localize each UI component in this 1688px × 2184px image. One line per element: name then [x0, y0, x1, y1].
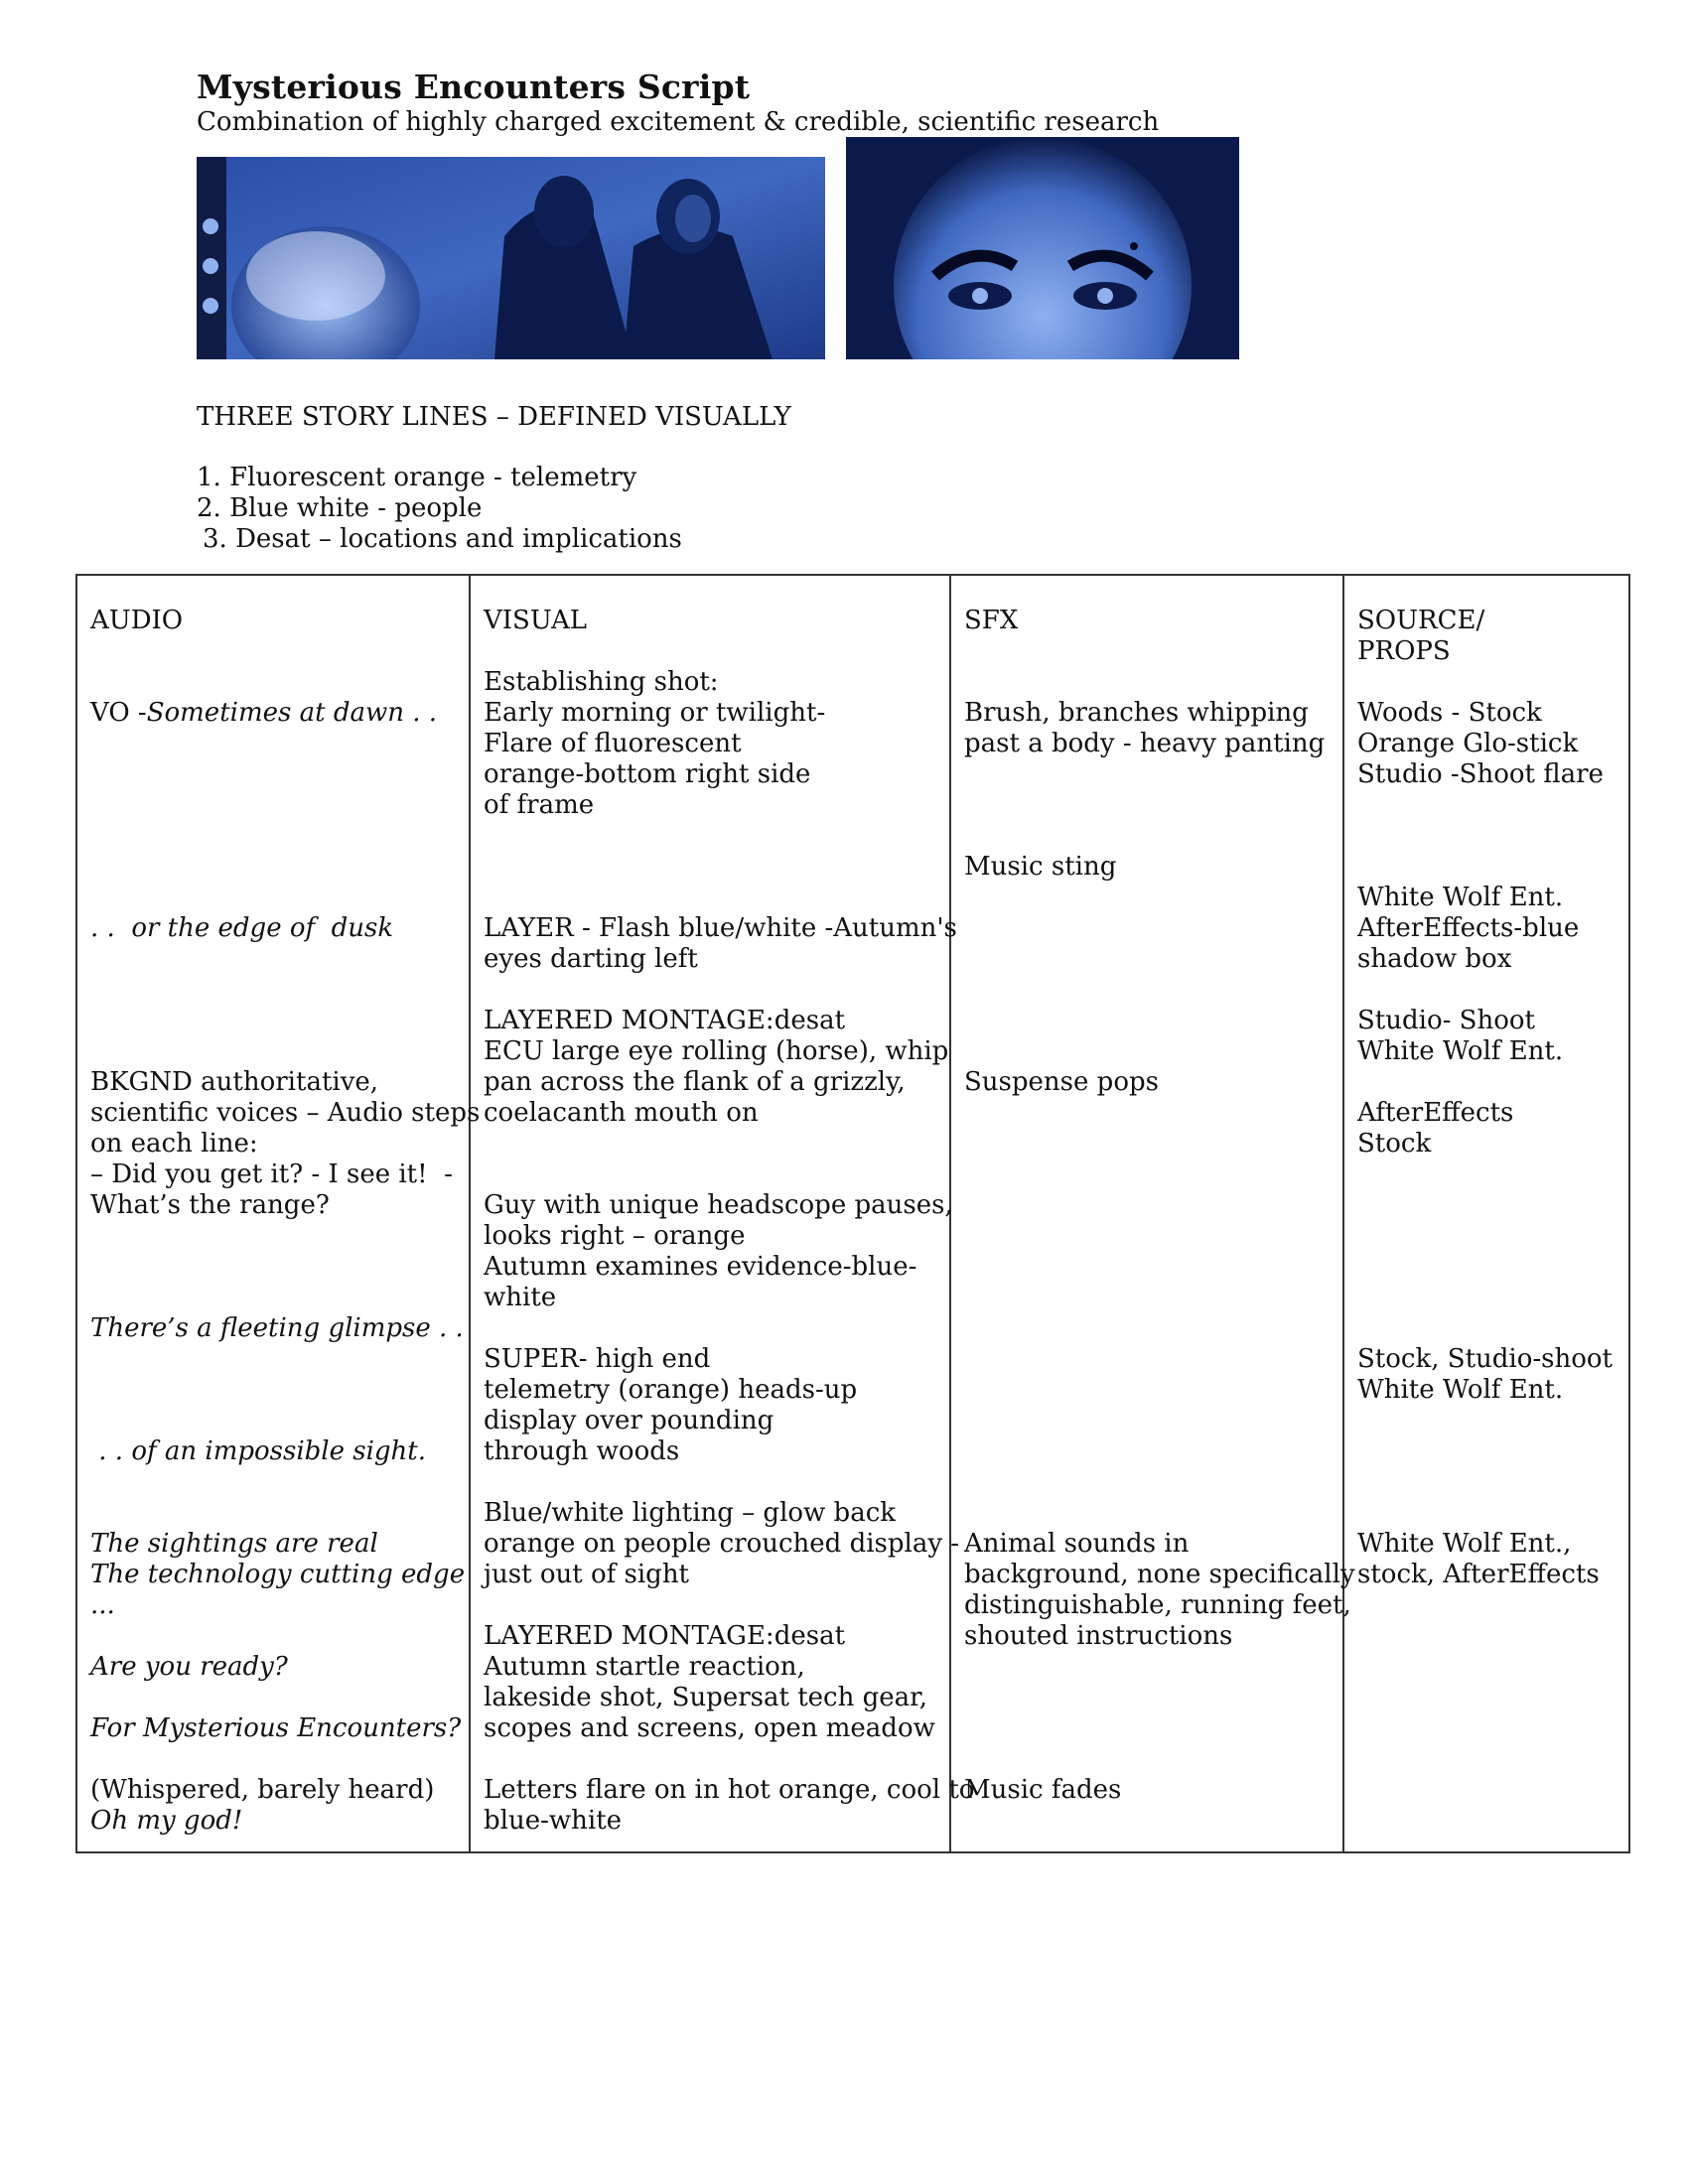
- script-line: of frame: [484, 790, 595, 820]
- script-line: AfterEffects: [1357, 1098, 1514, 1128]
- script-line: [964, 1344, 1330, 1375]
- script-line: [964, 1713, 1330, 1744]
- script-line: [90, 1036, 456, 1067]
- script-line: Establishing shot:: [484, 667, 719, 697]
- script-line: coelacanth mouth on: [484, 1098, 759, 1128]
- script-table: [75, 574, 1630, 1853]
- script-line: [1357, 1160, 1616, 1190]
- script-line: [964, 1160, 1330, 1190]
- script-line: . . of an impossible sight.: [90, 1436, 427, 1466]
- sfx-column: [950, 575, 1355, 1852]
- script-line: . . or the edge of dusk: [90, 913, 394, 943]
- script-line: scopes and screens, open meadow: [484, 1713, 935, 1743]
- script-line: stock, AfterEffects: [1357, 1560, 1600, 1589]
- storyline-item: 3. Desat – locations and implications: [203, 524, 682, 554]
- script-line: [964, 1036, 1330, 1067]
- script-line: Stock: [1357, 1129, 1432, 1159]
- script-line: VISUAL: [484, 606, 588, 635]
- script-line: ...: [90, 1590, 115, 1620]
- script-line: [964, 1221, 1330, 1252]
- script-line: SOURCE/: [1357, 606, 1485, 635]
- script-line: [90, 1006, 456, 1036]
- script-line: [90, 790, 456, 821]
- script-line: [90, 1375, 456, 1406]
- script-line: [1357, 1283, 1616, 1313]
- script-line: shadow box: [1357, 944, 1512, 974]
- script-line: – Did you get it? - I see it! -: [90, 1160, 453, 1189]
- script-line: [90, 975, 456, 1006]
- script-line: [964, 1283, 1330, 1313]
- script-line: [964, 1406, 1330, 1436]
- script-line: [964, 1313, 1330, 1344]
- script-line: telemetry (orange) heads-up: [484, 1375, 858, 1405]
- script-line: [964, 1190, 1330, 1221]
- script-line: [90, 698, 456, 729]
- script-line: orange on people crouched display -: [484, 1529, 960, 1559]
- script-line: [1357, 667, 1616, 698]
- script-line: Music fades: [964, 1775, 1122, 1805]
- script-line: Studio -Shoot flare: [1357, 759, 1604, 789]
- script-line: Orange Glo-stick: [1357, 729, 1579, 758]
- script-line: [1357, 1190, 1616, 1221]
- audio-column: [76, 575, 481, 1852]
- script-line: [964, 1098, 1330, 1129]
- script-line: Brush, branches whipping: [964, 698, 1309, 728]
- script-line: [90, 667, 456, 698]
- script-line: [1357, 1498, 1616, 1529]
- storylines-heading: THREE STORY LINES – DEFINED VISUALLY: [197, 402, 791, 432]
- script-line: White Wolf Ent.: [1357, 1036, 1564, 1066]
- script-line: [964, 636, 1330, 667]
- script-line: [1357, 975, 1616, 1006]
- vo-label: VO -: [90, 698, 147, 728]
- script-line: background, none specifically: [964, 1560, 1355, 1589]
- script-line: [1357, 1313, 1616, 1344]
- script-line: White Wolf Ent.,: [1357, 1529, 1572, 1559]
- script-line: Are you ready?: [90, 1652, 288, 1682]
- script-line: SUPER- high end: [484, 1344, 711, 1374]
- script-line: Animal sounds in: [964, 1529, 1190, 1559]
- script-line: ECU large eye rolling (horse), whip: [484, 1036, 949, 1066]
- script-line: [484, 1467, 936, 1498]
- script-line: [1357, 1406, 1616, 1436]
- script-line: [484, 1160, 936, 1190]
- script-line: [90, 944, 456, 975]
- script-line: [964, 944, 1330, 975]
- script-line: [964, 1006, 1330, 1036]
- script-line: display over pounding: [484, 1406, 774, 1435]
- script-line: [90, 1621, 456, 1652]
- script-line: [90, 1467, 456, 1498]
- script-line: For Mysterious Encounters?: [90, 1713, 462, 1743]
- script-line: There’s a fleeting glimpse . .: [90, 1313, 464, 1343]
- script-line: [1357, 790, 1616, 821]
- band-photo-image: [197, 157, 825, 359]
- script-line: [964, 667, 1330, 698]
- script-line: Oh my god!: [90, 1806, 243, 1836]
- script-line: [964, 1252, 1330, 1283]
- script-line: [964, 1467, 1330, 1498]
- script-line: Autumn examines evidence-blue-: [484, 1252, 917, 1282]
- script-line: [484, 1590, 936, 1621]
- script-line: [964, 790, 1330, 821]
- script-line: orange-bottom right side: [484, 759, 811, 789]
- page-subtitle: Combination of highly charged excitement & credible, scientific research: [197, 107, 1160, 137]
- vo-line: Sometimes at dawn . .: [146, 698, 438, 728]
- script-line: PROPS: [1357, 636, 1451, 666]
- script-line: [484, 1313, 936, 1344]
- script-line: [1357, 1067, 1616, 1098]
- script-line: LAYERED MONTAGE:desat: [484, 1006, 846, 1035]
- script-line: [484, 821, 936, 852]
- script-line: [1357, 1467, 1616, 1498]
- script-line: white: [484, 1283, 557, 1312]
- singer-eyes-image: [846, 137, 1239, 359]
- script-line: [964, 1129, 1330, 1160]
- script-line: looks right – orange: [484, 1221, 746, 1251]
- script-line: [90, 1683, 456, 1713]
- script-line: The sightings are real: [90, 1529, 378, 1559]
- script-line: [484, 883, 936, 913]
- storyline-item: 2. Blue white - people: [197, 493, 483, 523]
- script-line: (Whispered, barely heard): [90, 1775, 435, 1805]
- script-line: BKGND authoritative,: [90, 1067, 379, 1097]
- script-line: Woods - Stock: [1357, 698, 1542, 728]
- storyline-item: 1. Fluorescent orange - telemetry: [197, 463, 637, 492]
- script-line: Stock, Studio-shoot: [1357, 1344, 1614, 1374]
- script-line: [90, 1283, 456, 1313]
- script-line: [484, 1744, 936, 1775]
- script-line: Letters flare on in hot orange, cool to: [484, 1775, 975, 1805]
- script-line: [90, 883, 456, 913]
- script-line: Guy with unique headscope pauses,: [484, 1190, 953, 1220]
- script-line: [90, 636, 456, 667]
- script-line: through woods: [484, 1436, 680, 1466]
- singer-eyes-photo: [846, 137, 1239, 359]
- script-line: pan across the flank of a grizzly,: [484, 1067, 906, 1097]
- script-line: [1357, 1252, 1616, 1283]
- script-line: [1357, 1436, 1616, 1467]
- script-line: [90, 1498, 456, 1529]
- script-line: AUDIO: [90, 606, 184, 635]
- script-line: Early morning or twilight-: [484, 698, 826, 728]
- script-line: LAYER - Flash blue/white -Autumn's: [484, 913, 957, 943]
- script-line: [964, 975, 1330, 1006]
- script-line: [484, 852, 936, 883]
- script-line: lakeside shot, Supersat tech gear,: [484, 1683, 927, 1712]
- script-line: distinguishable, running feet,: [964, 1590, 1351, 1620]
- script-line: Studio- Shoot: [1357, 1006, 1535, 1035]
- script-line: [484, 975, 936, 1006]
- script-line: [90, 759, 456, 790]
- script-line: [484, 636, 936, 667]
- script-line: [964, 1498, 1330, 1529]
- script-line: [964, 913, 1330, 944]
- script-line: [90, 821, 456, 852]
- script-line: Suspense pops: [964, 1067, 1159, 1097]
- script-line: Autumn startle reaction,: [484, 1652, 805, 1682]
- script-line: blue-white: [484, 1806, 623, 1836]
- script-line: [964, 759, 1330, 790]
- band-photo: [197, 157, 825, 359]
- source-props-column: [1343, 575, 1629, 1852]
- script-line: Blue/white lighting – glow back: [484, 1498, 897, 1528]
- page-title: Mysterious Encounters Script: [197, 68, 751, 106]
- script-line: Music sting: [964, 852, 1117, 882]
- script-line: shouted instructions: [964, 1621, 1233, 1651]
- script-line: past a body - heavy panting: [964, 729, 1326, 758]
- script-line: [1357, 821, 1616, 852]
- script-line: [964, 821, 1330, 852]
- script-line: [1357, 852, 1616, 883]
- script-line: [90, 1344, 456, 1375]
- script-line: SFX: [964, 606, 1019, 635]
- script-line: LAYERED MONTAGE:desat: [484, 1621, 846, 1651]
- script-line: Flare of fluorescent: [484, 729, 742, 758]
- script-line: [964, 1744, 1330, 1775]
- script-line: [90, 1406, 456, 1436]
- script-line: [964, 1375, 1330, 1406]
- script-line: AfterEffects-blue: [1357, 913, 1580, 943]
- script-line: [964, 1683, 1330, 1713]
- script-line: just out of sight: [484, 1560, 690, 1589]
- script-line: The technology cutting edge: [90, 1560, 466, 1589]
- script-line: on each line:: [90, 1129, 258, 1159]
- script-line: What’s the range?: [90, 1190, 330, 1220]
- script-line: White Wolf Ent.: [1357, 1375, 1564, 1405]
- script-line: [90, 1252, 456, 1283]
- script-line: [964, 883, 1330, 913]
- script-line: [1357, 1221, 1616, 1252]
- script-line: [964, 1652, 1330, 1683]
- script-line: scientific voices – Audio steps: [90, 1098, 481, 1128]
- script-line: [484, 1129, 936, 1160]
- script-line: [90, 1221, 456, 1252]
- script-line: eyes darting left: [484, 944, 698, 974]
- script-line: [90, 729, 456, 759]
- storylines-list: [197, 463, 682, 555]
- script-line: [90, 1744, 456, 1775]
- script-line: [964, 1436, 1330, 1467]
- visual-column: [470, 575, 975, 1852]
- script-line: [90, 852, 456, 883]
- script-line: White Wolf Ent.: [1357, 883, 1564, 912]
